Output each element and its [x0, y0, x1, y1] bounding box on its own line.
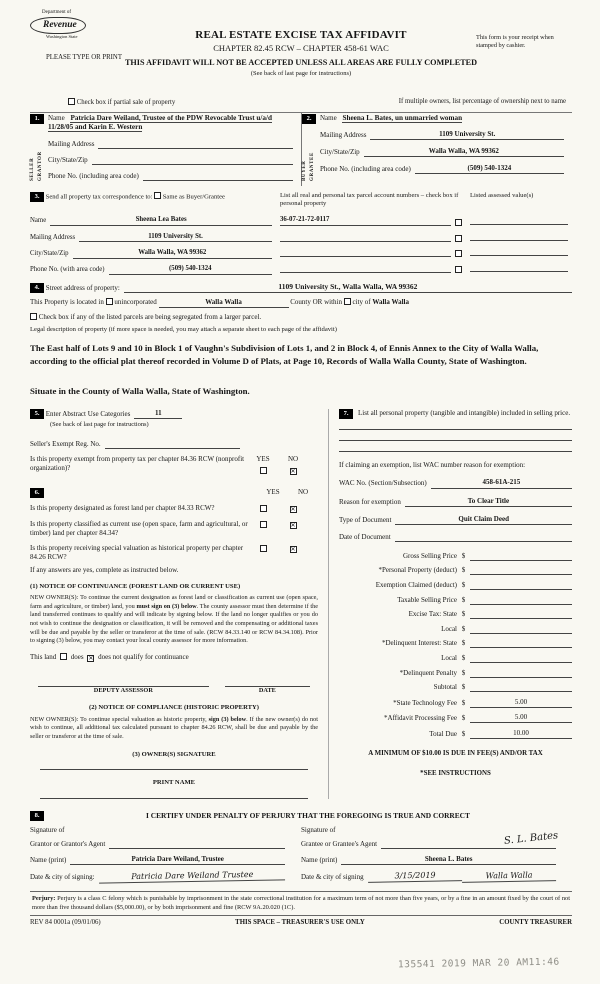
if-yes-note: If any answers are yes, complete as instructed below.: [30, 566, 179, 575]
dollar-sign: $: [461, 624, 466, 633]
parcel-personal-checkbox[interactable]: [455, 266, 462, 273]
segregated-checkbox[interactable]: [30, 313, 37, 320]
dollar-sign: $: [461, 551, 466, 560]
fee-row: [339, 654, 572, 663]
correspondence-phone-label: Phone No. (with area code): [30, 266, 105, 274]
dollar-sign: $: [461, 714, 466, 723]
section-8: [30, 811, 572, 882]
parcel-numbers-header: List all real and personal tax parcel account numbers – check box if personal property: [280, 191, 459, 207]
perjury-bold: Perjury:: [32, 894, 56, 902]
assessed-value-row: [470, 263, 572, 272]
parcel-row: [280, 216, 462, 226]
doc-type-input[interactable]: Quit Claim Deed: [395, 515, 572, 525]
forest-no-checkbox[interactable]: ✕: [290, 507, 296, 514]
fee-label: Taxable Selling Price: [397, 595, 457, 604]
buyer-section: [301, 113, 572, 186]
send-correspondence-label: Send all property tax correspondence to:: [45, 193, 153, 201]
does-not-label: does not: [98, 652, 122, 661]
abstract-use-input[interactable]: 11: [134, 409, 182, 419]
street-address-label: Street address of property:: [45, 283, 120, 292]
exempt-question-row: [30, 455, 318, 476]
left-column: [30, 409, 328, 798]
property-location-row: [30, 298, 572, 308]
segregated-label: Check box if any of the listed parcels are being segregated from a larger parcel.: [38, 312, 262, 321]
assessed-values-header: Listed assessed value(s): [470, 191, 534, 199]
notice-compliance-paragraph: [30, 716, 318, 742]
assessed-value-input[interactable]: [470, 247, 568, 256]
notice2-bold: sign (3) below: [208, 715, 247, 723]
buyer-vertical-label: [302, 124, 316, 181]
personal-property-label: List all personal property (tangible and intangible) included in selling price.: [358, 409, 571, 418]
grantee-word: GRANTEE: [309, 151, 315, 181]
situate-text: Situate in the County of Walla Walla, State of Washington.: [30, 385, 250, 396]
fee-row: [339, 581, 572, 590]
section-8-number: 8.: [30, 811, 44, 821]
top-options-row: [30, 96, 572, 110]
section-3: [30, 192, 572, 275]
abstract-use-field: [30, 409, 318, 419]
fee-value-line[interactable]: 10.00: [470, 729, 572, 739]
section-4: [30, 282, 572, 397]
seller-city-label: City/State/Zip: [48, 155, 88, 164]
city-input[interactable]: Walla Walla: [372, 297, 409, 306]
section-5-number: 5.: [30, 409, 44, 419]
section-1-number: 1.: [30, 114, 44, 124]
seller-word: SELLER: [30, 157, 35, 181]
buyer-name-label: Name: [320, 113, 337, 122]
fee-value-line[interactable]: [470, 654, 572, 663]
exemption-claim-label: If claiming an exemption, list WAC number reason for exemption:: [339, 461, 526, 470]
grantee-city-input[interactable]: Walla Walla: [462, 870, 556, 883]
dollar-sign: $: [461, 668, 466, 677]
assessed-value-input[interactable]: [470, 263, 568, 272]
city-checkbox[interactable]: [344, 298, 351, 305]
exempt-no-cell: [278, 455, 308, 475]
parcel-number-input[interactable]: [280, 264, 451, 273]
grantee-signature-block: [301, 826, 572, 882]
fee-row: [339, 566, 572, 575]
fee-value-line[interactable]: 5.00: [470, 713, 572, 723]
fee-row: [339, 729, 572, 739]
footer-row: [30, 915, 572, 928]
correspondence-city-input[interactable]: Walla Walla, WA 99362: [73, 249, 272, 259]
notice2-part2: . If the new owner(s) do not wish to continue, all additional tax calculated pursuant to chapter 84.26 RCW, shall be due and payable by the seller or transferor at the time of sale.: [30, 715, 318, 740]
no-header: NO: [297, 488, 309, 497]
revenue-logo: [30, 10, 86, 40]
correspondence-fields: [30, 210, 272, 275]
this-land-label: This land: [30, 652, 57, 661]
seller-city-field: [48, 156, 293, 165]
yes-header: YES: [266, 488, 280, 497]
grantee-agent-label: Grantee or Grantee's Agent: [301, 840, 378, 849]
same-as-buyer-checkbox[interactable]: [154, 192, 161, 199]
grantor-date-field: [30, 871, 285, 882]
assessed-values-column: [470, 210, 572, 275]
doc-date-label: Date of Document: [339, 532, 391, 541]
grantee-date-label: Date & city of signing: [301, 872, 364, 881]
city-of-label: city of: [352, 297, 371, 306]
certify-header: [30, 811, 572, 821]
fee-label: Local: [441, 624, 457, 633]
current-use-yes-checkbox[interactable]: [260, 521, 267, 528]
segregated-row: [30, 313, 572, 322]
fee-label: *State Technology Fee: [393, 698, 457, 707]
same-as-buyer-label: Same as Buyer/Grantee: [162, 193, 225, 201]
buyer-mailing-input[interactable]: 1109 University St.: [370, 130, 564, 140]
correspondence-city-label: City/State/Zip: [30, 249, 69, 257]
parcel-personal-checkbox[interactable]: [455, 235, 462, 242]
certify-text: I CERTIFY UNDER PENALTY OF PERJURY THAT THE FOREGOING IS TRUE AND CORRECT: [146, 810, 470, 820]
does-not-checkbox[interactable]: ✕: [88, 655, 94, 662]
notice-continuance-paragraph: [30, 594, 318, 646]
parcel-number-input[interactable]: 36-07-21-72-0117: [280, 216, 451, 226]
fee-value-line[interactable]: [470, 566, 572, 575]
fee-row: [339, 669, 572, 678]
fee-value-line[interactable]: [470, 552, 572, 561]
perjury-note: [30, 891, 572, 915]
parcel-row: [280, 264, 462, 273]
grantor-date-input[interactable]: Patricia Dare Weiland Trustee: [98, 869, 285, 884]
exempt-yes-checkbox[interactable]: [260, 467, 267, 474]
fee-label: Subtotal: [433, 683, 457, 692]
parcel-number-input[interactable]: [280, 233, 451, 242]
does-label: does: [70, 652, 84, 661]
fee-value-line[interactable]: [470, 669, 572, 678]
deputy-assessor-lines: [30, 678, 318, 687]
dollar-sign: $: [461, 610, 466, 619]
fee-value-line[interactable]: [470, 625, 572, 634]
fee-value-line[interactable]: [470, 683, 572, 692]
exempt-yes-cell: [248, 455, 278, 476]
partial-sale-label: Check box if partial sale of property: [76, 99, 176, 106]
grantee-date-input[interactable]: 3/15/2019: [368, 870, 462, 883]
unincorporated-checkbox[interactable]: [106, 298, 113, 305]
fee-row: [339, 698, 572, 708]
dollar-sign: $: [461, 595, 466, 604]
forest-yes-checkbox[interactable]: [260, 505, 267, 512]
located-mid-label: County OR within: [290, 297, 342, 306]
buyer-side-rail: [302, 113, 316, 181]
buyer-word: BUYER: [302, 160, 307, 181]
exempt-no-checkbox[interactable]: ✕: [290, 468, 296, 475]
notice2-part1: NEW OWNER(S): To continue special valuation as historic property,: [30, 715, 209, 723]
fee-row: [339, 683, 572, 692]
grantor-signature-of-label: Signature of: [30, 825, 65, 834]
county-input[interactable]: Walla Walla: [159, 298, 289, 308]
parties-row: [30, 112, 572, 186]
see-instructions-note: *SEE INSTRUCTIONS: [420, 769, 491, 777]
date-label: DATE: [258, 686, 276, 694]
buyer-city-input[interactable]: Walla Walla, WA 99362: [364, 147, 564, 157]
type-or-print-label: PLEASE TYPE OR PRINT: [46, 54, 122, 61]
reason-field: [339, 497, 572, 507]
current-use-question: [30, 520, 318, 538]
fee-label: Exemption Claimed (deduct): [375, 580, 457, 589]
cashier-date-stamp: 135541 2019 MAR 20 AM11:46: [398, 956, 561, 971]
historic-yes-checkbox[interactable]: [260, 545, 267, 552]
historic-question-text: Is this property receiving special valuation as historical property per chapter 84.26 RCW?: [30, 544, 244, 562]
buyer-city-label: City/State/Zip: [320, 148, 360, 157]
exempt-question-text: Is this property exempt from property tax per chapter 84.36 RCW (nonprofit organization)?: [30, 454, 245, 472]
logo-revenue-text: Revenue: [30, 17, 86, 34]
section5-see-back: (See back of last page for instructions): [50, 421, 149, 429]
doc-type-label: Type of Document: [339, 515, 392, 524]
legal-description-text: The East half of Lots 9 and 10 in Block 1 of Vaughn's Subdivision of Lots 1, and 2 in Block 4, of Ennis Annex to the City of Walla Walla, according to the official plat thereof recorded in Volume D of Plats, at Page 10, Records of Walla Walla County, State of Washington.: [30, 342, 539, 367]
parcel-number-input[interactable]: [280, 248, 451, 257]
grantor-word: GRANTOR: [37, 151, 43, 181]
print-name-label: PRINT NAME: [152, 779, 196, 787]
fee-label: Gross Selling Price: [402, 551, 457, 560]
dollar-sign: $: [461, 639, 466, 648]
logo-state-text: Washington State: [46, 33, 78, 39]
street-address-field: [30, 282, 572, 293]
see-back-note: (See back of last page for instructions): [250, 70, 352, 77]
form-subtitle: CHAPTER 82.45 RCW – CHAPTER 458-61 WAC: [213, 43, 389, 54]
grantee-date-field: [301, 871, 556, 882]
buyer-phone-field: [320, 164, 564, 174]
fee-table: [339, 552, 572, 739]
grantor-signature-field: [30, 840, 285, 849]
dollar-sign: $: [461, 653, 466, 662]
notice1-bold: must sign on (3) below: [136, 602, 197, 610]
form-header: [30, 8, 572, 96]
assessed-value-row: [470, 216, 572, 225]
historic-no-checkbox[interactable]: ✕: [290, 547, 296, 554]
grantee-name-input[interactable]: Sheena L. Bates: [341, 855, 556, 865]
grantor-signature-line[interactable]: [109, 840, 285, 849]
personal-property-header: [339, 409, 572, 419]
correspondence-name-field: [30, 216, 272, 226]
wac-label: WAC No. (Section/Subsection): [339, 479, 427, 488]
owners-signature-line[interactable]: [40, 759, 308, 770]
fee-label: Local: [441, 653, 457, 662]
section-2-number: 2.: [302, 114, 316, 124]
seller-mailing-field: [48, 140, 293, 149]
fee-label: *Personal Property (deduct): [378, 566, 457, 575]
correspondence-mailing-label: Mailing Address: [30, 233, 76, 241]
dollar-sign: $: [461, 683, 466, 692]
seller-section: [30, 113, 301, 186]
fee-row: [339, 552, 572, 561]
dollar-sign: $: [461, 566, 466, 575]
dollar-sign: $: [461, 729, 466, 738]
seller-mailing-input[interactable]: [98, 140, 293, 149]
grantee-name-print-label: Name (print): [301, 855, 338, 864]
buyer-fields: [316, 113, 572, 181]
fee-label: Excise Tax: State: [408, 610, 457, 619]
seller-mailing-label: Mailing Address: [48, 139, 95, 148]
historic-question: [30, 544, 318, 562]
correspondence-name-input[interactable]: Sheena Lea Bates: [50, 216, 272, 226]
grantor-name-input[interactable]: Patricia Dare Weiland, Trustee: [70, 855, 285, 865]
buyer-mailing-field: [320, 130, 564, 140]
seller-name-value[interactable]: Patricia Dare Weiland, Trustee of the PDW Revocable Trust u/a/d 11/28/05 and Karin E. Western: [48, 113, 272, 132]
notice-continuance-title: (1) NOTICE OF CONTINUANCE (FOREST LAND OR CURRENT USE): [30, 582, 241, 590]
multiple-owners-label: If multiple owners, list percentage of ownership next to name: [398, 98, 566, 105]
perjury-text: Perjury is a class C felony which is punishable by imprisonment in the state correctional institution for a maximum term of not more than five years, or by a fine in an amount fixed by the court of not more than five thousand dollars ($5,000.00), or by both imprisonment and fine (RCW 9A.20.020 (1C).: [32, 894, 570, 911]
correspondence-name-label: Name: [30, 217, 47, 225]
forest-land-question-text: Is this property designated as forest land per chapter 84.33 RCW?: [30, 504, 215, 513]
seller-vertical-label: [30, 124, 44, 181]
personal-property-line[interactable]: [339, 430, 572, 441]
seller-city-input[interactable]: [92, 156, 293, 165]
owners-signature-label: (3) OWNER(S) SIGNATURE: [132, 750, 216, 758]
no-header: NO: [287, 454, 299, 463]
street-address-input[interactable]: 1109 University St., Walla Walla, WA 99362: [124, 282, 572, 293]
unincorporated-label: unincorporated: [114, 297, 157, 306]
rev-number: REV 84 0001a (09/01/06): [30, 919, 101, 927]
minimum-due-note: A MINIMUM OF $10.00 IS DUE IN FEE(S) AND/OR TAX: [368, 750, 543, 757]
parcel-row: [280, 248, 462, 257]
fee-label: *Affidavit Processing Fee: [384, 714, 457, 723]
personal-property-line[interactable]: [339, 441, 572, 452]
fee-row: [339, 639, 572, 648]
print-name-line[interactable]: [40, 788, 308, 799]
assessed-value-input[interactable]: [470, 216, 568, 225]
seller-phone-field: [48, 172, 293, 181]
deputy-date-line[interactable]: [225, 678, 310, 687]
seller-phone-label: Phone No. (including area code): [48, 171, 139, 180]
fee-value-line[interactable]: 5.00: [470, 698, 572, 708]
fee-label: *Delinquent Penalty: [399, 668, 457, 677]
section-7-number: 7.: [339, 409, 353, 419]
exempt-reg-input[interactable]: [105, 440, 240, 449]
grantee-signature-of-label: Signature of: [301, 825, 336, 834]
notice-compliance-title: (2) NOTICE OF COMPLIANCE (HISTORIC PROPERTY): [89, 704, 259, 712]
fee-label: *Delinquent Interest: State: [381, 639, 457, 648]
grantor-name-print-label: Name (print): [30, 855, 67, 864]
parcel-personal-checkbox[interactable]: [455, 250, 462, 257]
exempt-reg-label: Seller's Exempt Reg. No.: [30, 439, 101, 448]
qualify-label: qualify for continuance: [123, 652, 189, 661]
fee-value-line[interactable]: [470, 581, 572, 590]
doc-type-field: [339, 515, 572, 525]
assessed-value-input[interactable]: [470, 232, 568, 241]
partial-sale-checkbox[interactable]: [68, 98, 75, 105]
does-checkbox[interactable]: [60, 653, 67, 660]
section-6-header: [30, 488, 318, 498]
located-pre-label: This Property is located in: [30, 297, 104, 306]
wac-field: [339, 478, 572, 488]
form-warning: THIS AFFIDAVIT WILL NOT BE ACCEPTED UNLESS ALL AREAS ARE FULLY COMPLETED: [124, 58, 478, 68]
signature-columns: [30, 826, 572, 882]
buyer-phone-label: Phone No. (including area code): [320, 165, 411, 174]
current-use-no-checkbox[interactable]: ✕: [290, 523, 296, 530]
abstract-use-label: Enter Abstract Use Categories: [45, 410, 131, 419]
grantee-name-field: [301, 855, 556, 865]
correspondence-header: [30, 192, 272, 210]
buyer-name-field: [320, 114, 564, 123]
exempt-reg-field: [30, 440, 240, 449]
form-title: REAL ESTATE EXCISE TAX AFFIDAVIT: [195, 29, 407, 41]
buyer-name-value[interactable]: Sheena L. Bates, un unmarried woman: [342, 113, 463, 122]
assessed-value-row: [470, 232, 572, 241]
grantee-handwritten-signature: S. L. Bates: [503, 829, 559, 847]
section-3-number: 3.: [30, 192, 44, 202]
forest-land-question: [30, 504, 318, 514]
fee-row: [339, 713, 572, 723]
dollar-sign: $: [461, 580, 466, 589]
correspondence-phone-input[interactable]: (509) 540-1324: [109, 265, 272, 275]
reason-input[interactable]: To Clear Title: [405, 497, 572, 507]
yes-header: YES: [256, 454, 270, 463]
fee-value-line[interactable]: [470, 610, 572, 619]
buyer-mailing-label: Mailing Address: [320, 131, 367, 140]
deputy-assessor-signature-line[interactable]: [38, 678, 209, 687]
deputy-assessor-labels: [30, 687, 318, 695]
correspondence-mailing-field: [30, 233, 272, 243]
fee-value-line[interactable]: [470, 596, 572, 605]
current-use-question-text: Is this property classified as current use (open space, farm and agricultural, or timber) land per chapter 84.34?: [30, 520, 248, 538]
fee-row: [339, 596, 572, 605]
doc-date-field: [339, 533, 572, 542]
parcel-numbers-column: [280, 210, 462, 275]
assessed-value-row: [470, 247, 572, 256]
notice1-part2: . The county assessor must then determine if the land transferred continues to qualify and will indicate by signing below. If the land no longer qualifies or you do not wish to continue the designation or classification, it will be removed and the compensating or additional taxes will be due and payable by the seller or transferor at the time of sale. (RCW 84.33.140 or RCW 84.34.108). Prior to signing (3) below, you may contact your local county assessor for more information.: [30, 602, 318, 645]
county-treasurer-label: COUNTY TREASURER: [499, 919, 572, 927]
partial-sale-option: [68, 98, 175, 108]
section-4-number: 4.: [30, 283, 44, 293]
deputy-assessor-label: DEPUTY ASSESSOR: [93, 686, 153, 694]
notice1-part1: NEW OWNER(S): To continue the current designation as forest land or classification as current use (open space, farm and agriculture, or timber) land, you: [30, 594, 318, 610]
buyer-city-field: [320, 147, 564, 157]
receipt-note: This form is your receipt when stamped by cashier.: [476, 34, 554, 50]
section-6-number: 6.: [30, 488, 44, 498]
correspondence-city-field: [30, 249, 272, 259]
dollar-sign: $: [461, 698, 466, 707]
grantor-agent-label: Grantor or Grantor's Agent: [30, 840, 106, 849]
legal-description-label: Legal description of property (if more space is needed, you may attach a separate sheet to each page of the affidavit): [30, 326, 337, 334]
fee-row: [339, 625, 572, 634]
reason-label: Reason for exemption: [339, 497, 401, 506]
parcel-row: [280, 233, 462, 242]
seller-side-rail: [30, 113, 44, 181]
personal-property-line[interactable]: [339, 419, 572, 430]
correspondence-phone-field: [30, 265, 272, 275]
seller-name-field: [48, 114, 293, 133]
grantor-signature-block: [30, 826, 301, 882]
buyer-phone-input[interactable]: (509) 540-1324: [415, 164, 564, 174]
parcel-personal-checkbox[interactable]: [455, 219, 462, 226]
grantor-name-field: [30, 855, 285, 865]
seller-fields: [44, 113, 301, 181]
seller-name-label: Name: [48, 113, 65, 122]
lower-columns: [30, 409, 572, 798]
fee-value-line[interactable]: [470, 639, 572, 648]
fee-row: [339, 610, 572, 619]
continuance-qualify-row: [30, 653, 318, 662]
fee-label: Total Due: [429, 729, 457, 738]
section-7: [328, 409, 572, 798]
treasurer-space-label: THIS SPACE – TREASURER'S USE ONLY: [235, 919, 365, 927]
correspondence-mailing-input[interactable]: 1109 University St.: [79, 233, 272, 243]
logo-dept-text: Department of: [42, 10, 72, 15]
grantor-date-label: Date & city of signing:: [30, 872, 95, 881]
doc-date-input[interactable]: [395, 533, 572, 542]
seller-phone-input[interactable]: [143, 172, 293, 181]
wac-input[interactable]: 458-61A-215: [431, 478, 572, 488]
